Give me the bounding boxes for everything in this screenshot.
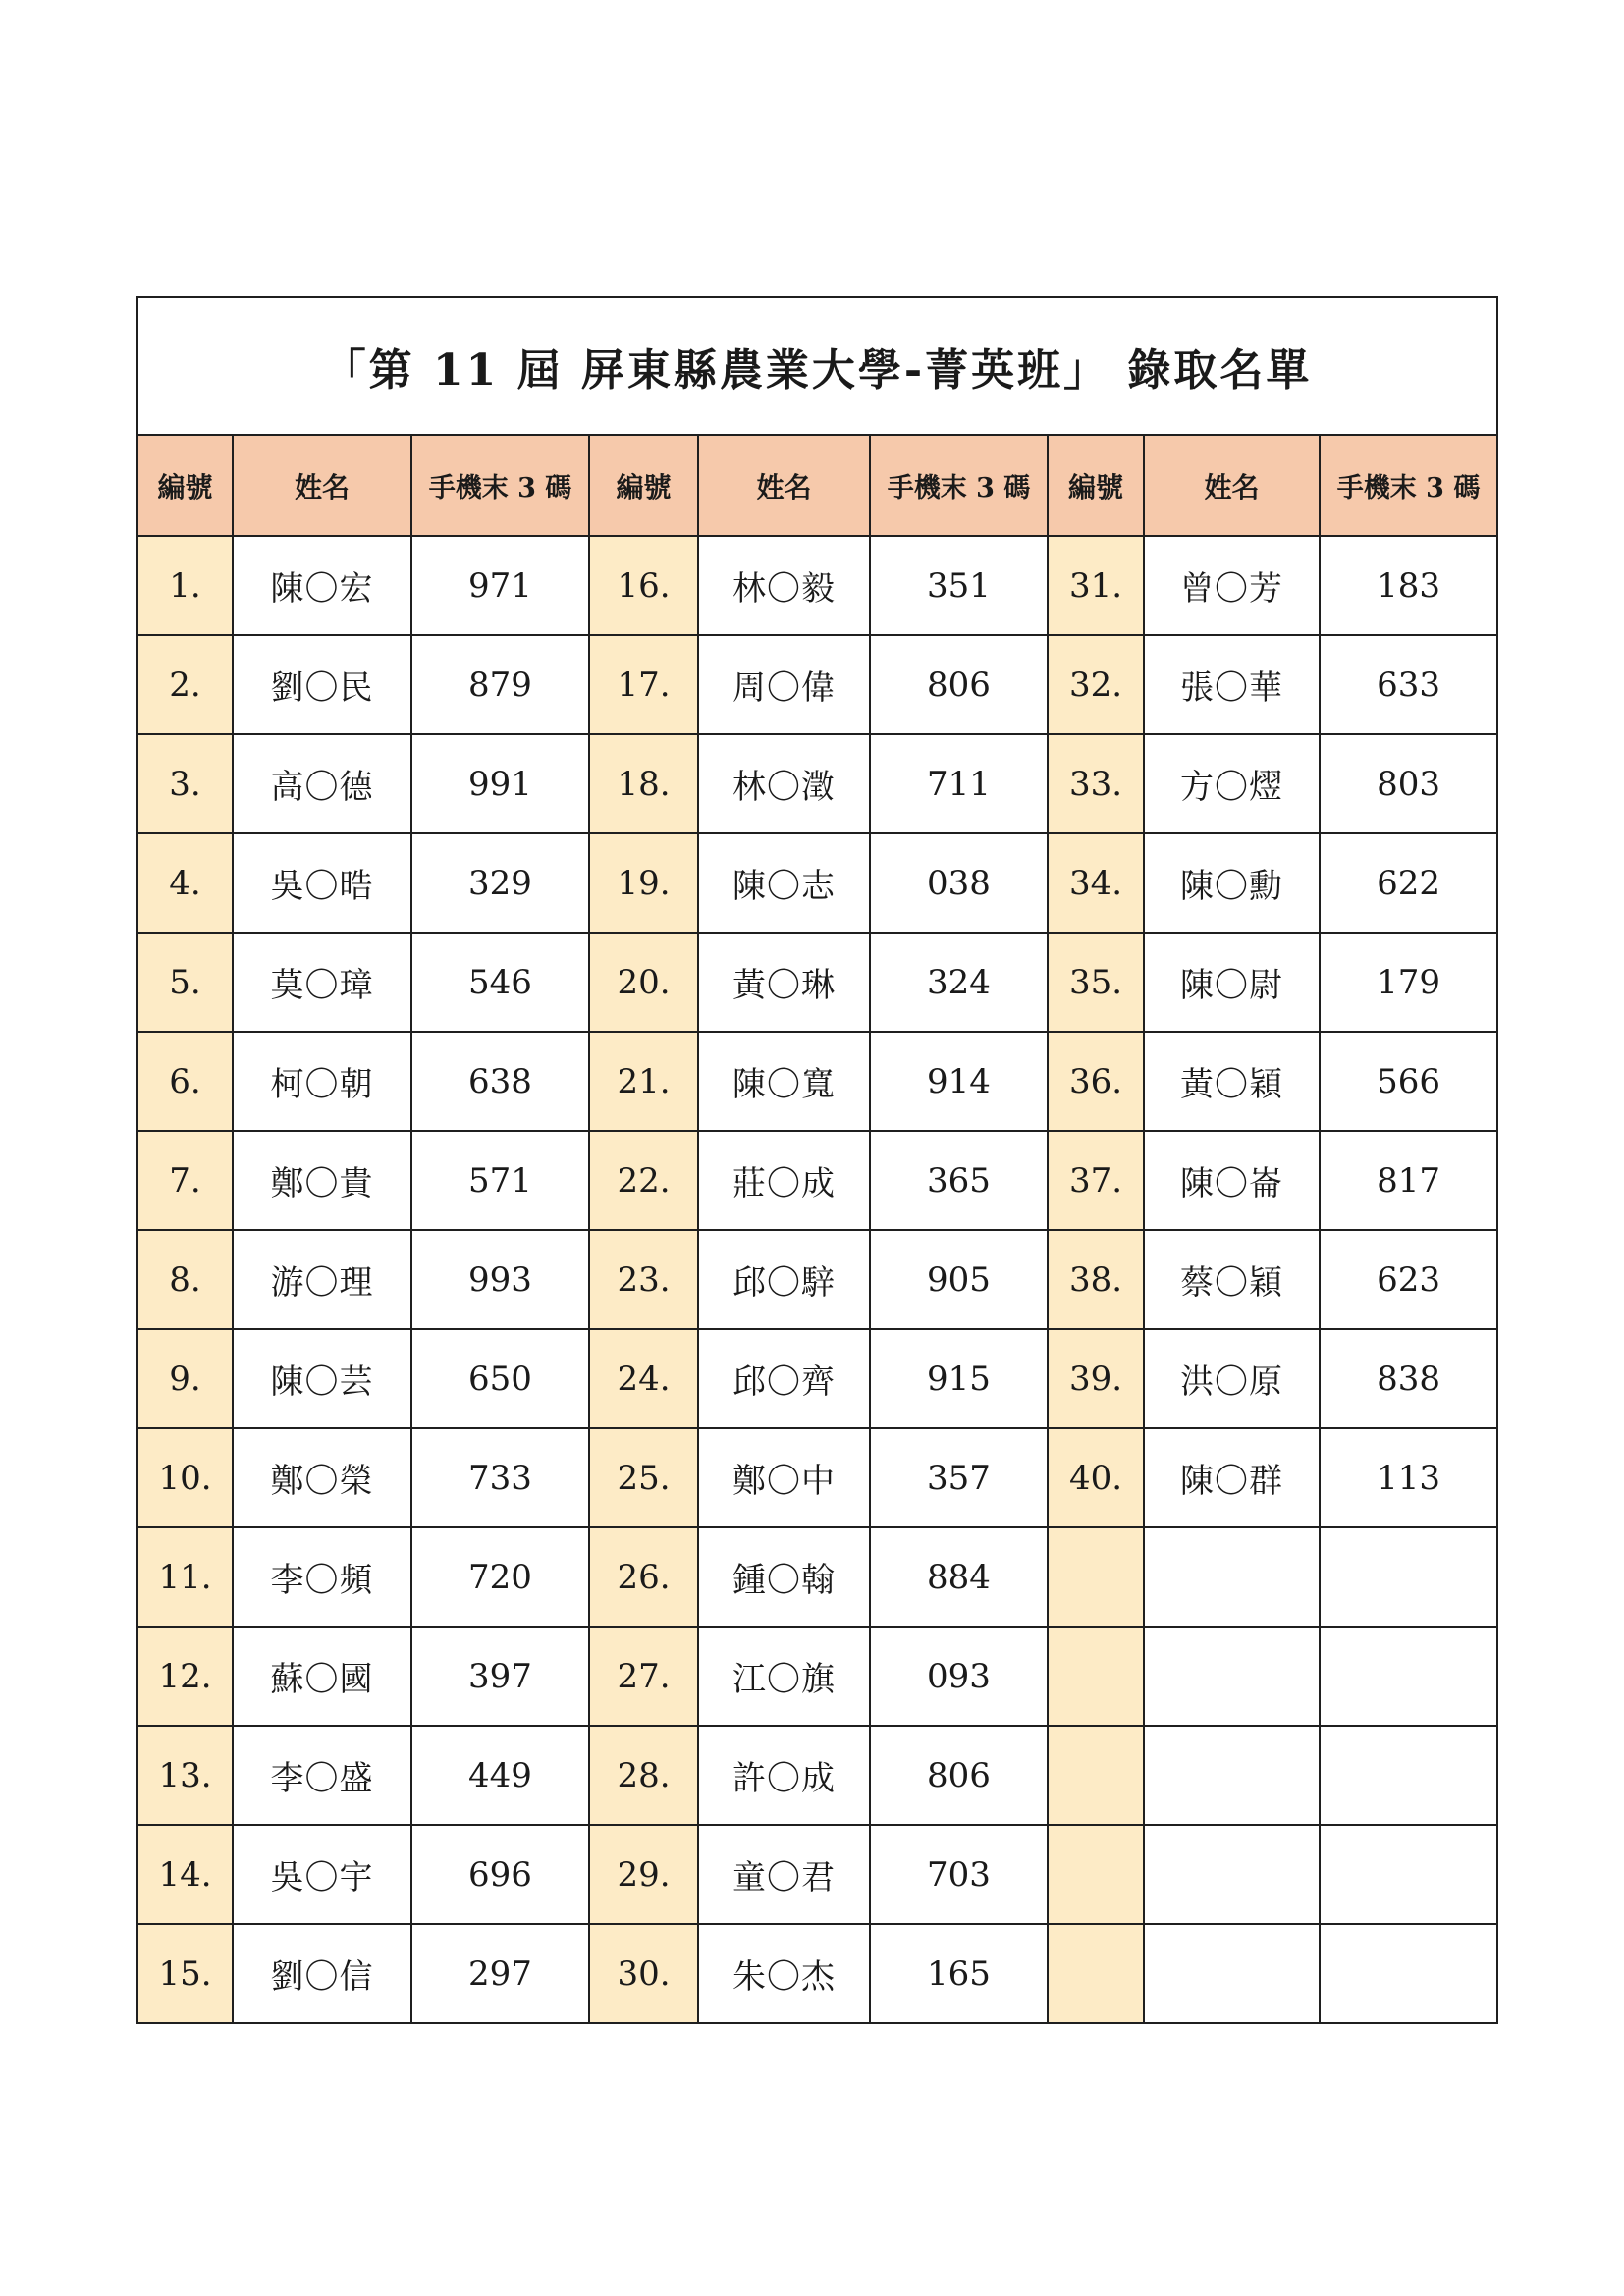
entry-name: 邱〇騂 xyxy=(698,1230,870,1329)
entry-number: 24. xyxy=(589,1329,698,1428)
entry-number: 35. xyxy=(1048,933,1144,1032)
entry-name: 游〇理 xyxy=(233,1230,411,1329)
entry-number: 17. xyxy=(589,635,698,734)
entry-phone: 638 xyxy=(411,1032,589,1131)
table-row xyxy=(137,1428,1497,1527)
entry-phone: 650 xyxy=(411,1329,589,1428)
entry-name: 張〇華 xyxy=(1144,635,1320,734)
entry-phone: 806 xyxy=(870,635,1048,734)
entry-phone: 971 xyxy=(411,536,589,635)
entry-number: 2. xyxy=(137,635,233,734)
entry-number: 27. xyxy=(589,1627,698,1726)
header-phone: 手機末 3 碼 xyxy=(870,435,1048,536)
entry-number: 23. xyxy=(589,1230,698,1329)
entry-phone: 696 xyxy=(411,1825,589,1924)
entry-number: 40. xyxy=(1048,1428,1144,1527)
entry-number: 38. xyxy=(1048,1230,1144,1329)
table-row xyxy=(137,1627,1497,1726)
roster-table xyxy=(136,296,1498,2024)
entry-name: 陳〇勳 xyxy=(1144,833,1320,933)
entry-number: 12. xyxy=(137,1627,233,1726)
entry-name: 朱〇杰 xyxy=(698,1924,870,2023)
entry-phone: 806 xyxy=(870,1726,1048,1825)
entry-phone: 397 xyxy=(411,1627,589,1726)
entry-name: 陳〇宏 xyxy=(233,536,411,635)
entry-phone: 329 xyxy=(411,833,589,933)
entry-phone: 165 xyxy=(870,1924,1048,2023)
entry-name: 江〇旗 xyxy=(698,1627,870,1726)
entry-name: 李〇頻 xyxy=(233,1527,411,1627)
entry-name: 鄭〇榮 xyxy=(233,1428,411,1527)
page-title: 「第 11 屆 屏東縣農業大學-菁英班」 錄取名單 xyxy=(137,297,1497,435)
entry-phone: 817 xyxy=(1320,1131,1497,1230)
table-row xyxy=(137,1924,1497,2023)
entry-phone: 351 xyxy=(870,536,1048,635)
entry-name: 鍾〇翰 xyxy=(698,1527,870,1627)
entry-name: 吳〇晧 xyxy=(233,833,411,933)
table-row xyxy=(137,1329,1497,1428)
entry-number: 8. xyxy=(137,1230,233,1329)
entry-phone: 838 xyxy=(1320,1329,1497,1428)
entry-name: 周〇偉 xyxy=(698,635,870,734)
entry-name: 劉〇民 xyxy=(233,635,411,734)
entry-phone: 879 xyxy=(411,635,589,734)
entry-number: 4. xyxy=(137,833,233,933)
entry-name xyxy=(1144,1924,1320,2023)
entry-name xyxy=(1144,1726,1320,1825)
entry-name: 鄭〇中 xyxy=(698,1428,870,1527)
entry-phone: 720 xyxy=(411,1527,589,1627)
entry-phone: 324 xyxy=(870,933,1048,1032)
header-number: 編號 xyxy=(1048,435,1144,536)
table-row xyxy=(137,1825,1497,1924)
entry-number: 22. xyxy=(589,1131,698,1230)
table-row xyxy=(137,1726,1497,1825)
header-name: 姓名 xyxy=(233,435,411,536)
table-row xyxy=(137,1131,1497,1230)
entry-name: 莫〇璋 xyxy=(233,933,411,1032)
header-row xyxy=(137,435,1497,536)
entry-name: 陳〇志 xyxy=(698,833,870,933)
entry-number xyxy=(1048,1527,1144,1627)
entry-name: 邱〇齊 xyxy=(698,1329,870,1428)
entry-phone: 623 xyxy=(1320,1230,1497,1329)
entry-number: 36. xyxy=(1048,1032,1144,1131)
header-phone: 手機末 3 碼 xyxy=(411,435,589,536)
entry-phone: 546 xyxy=(411,933,589,1032)
entry-name: 陳〇芸 xyxy=(233,1329,411,1428)
header-number: 編號 xyxy=(137,435,233,536)
entry-phone: 803 xyxy=(1320,734,1497,833)
entry-number: 37. xyxy=(1048,1131,1144,1230)
entry-phone: 179 xyxy=(1320,933,1497,1032)
entry-name: 許〇成 xyxy=(698,1726,870,1825)
entry-phone: 093 xyxy=(870,1627,1048,1726)
entry-phone: 357 xyxy=(870,1428,1048,1527)
entry-phone: 703 xyxy=(870,1825,1048,1924)
entry-number: 9. xyxy=(137,1329,233,1428)
entry-phone xyxy=(1320,1825,1497,1924)
entry-phone: 297 xyxy=(411,1924,589,2023)
entry-name: 蔡〇穎 xyxy=(1144,1230,1320,1329)
table-row xyxy=(137,833,1497,933)
entry-name: 方〇熤 xyxy=(1144,734,1320,833)
entry-name xyxy=(1144,1627,1320,1726)
entry-name: 曾〇芳 xyxy=(1144,536,1320,635)
entry-number: 26. xyxy=(589,1527,698,1627)
entry-number: 14. xyxy=(137,1825,233,1924)
entry-name: 鄭〇貴 xyxy=(233,1131,411,1230)
entry-phone: 622 xyxy=(1320,833,1497,933)
header-number: 編號 xyxy=(589,435,698,536)
roster-body xyxy=(137,297,1497,2023)
entry-phone: 113 xyxy=(1320,1428,1497,1527)
entry-name: 蘇〇國 xyxy=(233,1627,411,1726)
entry-name: 吳〇宇 xyxy=(233,1825,411,1924)
entry-number: 16. xyxy=(589,536,698,635)
entry-number: 32. xyxy=(1048,635,1144,734)
header-name: 姓名 xyxy=(1144,435,1320,536)
entry-number xyxy=(1048,1627,1144,1726)
entry-number: 31. xyxy=(1048,536,1144,635)
entry-phone: 733 xyxy=(411,1428,589,1527)
entry-name: 劉〇信 xyxy=(233,1924,411,2023)
entry-number: 28. xyxy=(589,1726,698,1825)
entry-phone xyxy=(1320,1726,1497,1825)
entry-name: 陳〇崙 xyxy=(1144,1131,1320,1230)
entry-number: 3. xyxy=(137,734,233,833)
header-name: 姓名 xyxy=(698,435,870,536)
entry-phone xyxy=(1320,1627,1497,1726)
entry-phone: 914 xyxy=(870,1032,1048,1131)
table-row xyxy=(137,734,1497,833)
entry-number: 19. xyxy=(589,833,698,933)
table-row xyxy=(137,1230,1497,1329)
entry-phone: 449 xyxy=(411,1726,589,1825)
entry-number: 33. xyxy=(1048,734,1144,833)
entry-phone: 571 xyxy=(411,1131,589,1230)
entry-name: 李〇盛 xyxy=(233,1726,411,1825)
table-row xyxy=(137,536,1497,635)
entry-number xyxy=(1048,1726,1144,1825)
table-row xyxy=(137,1032,1497,1131)
entry-number xyxy=(1048,1825,1144,1924)
entry-phone: 711 xyxy=(870,734,1048,833)
entry-name: 陳〇群 xyxy=(1144,1428,1320,1527)
entry-name: 童〇君 xyxy=(698,1825,870,1924)
entry-name: 黃〇穎 xyxy=(1144,1032,1320,1131)
entry-number: 20. xyxy=(589,933,698,1032)
entry-phone: 633 xyxy=(1320,635,1497,734)
entry-name: 黃〇琳 xyxy=(698,933,870,1032)
entry-number: 21. xyxy=(589,1032,698,1131)
entry-phone: 884 xyxy=(870,1527,1048,1627)
entry-name: 陳〇尉 xyxy=(1144,933,1320,1032)
entry-phone: 365 xyxy=(870,1131,1048,1230)
entry-phone: 183 xyxy=(1320,536,1497,635)
header-phone: 手機末 3 碼 xyxy=(1320,435,1497,536)
entry-number: 6. xyxy=(137,1032,233,1131)
entry-number: 25. xyxy=(589,1428,698,1527)
title-row xyxy=(137,297,1497,435)
entry-phone: 991 xyxy=(411,734,589,833)
entry-number: 34. xyxy=(1048,833,1144,933)
entry-number: 30. xyxy=(589,1924,698,2023)
entry-number: 15. xyxy=(137,1924,233,2023)
entry-number: 1. xyxy=(137,536,233,635)
table-row xyxy=(137,933,1497,1032)
roster-sheet xyxy=(136,296,1496,2024)
entry-number: 7. xyxy=(137,1131,233,1230)
entry-name xyxy=(1144,1825,1320,1924)
entry-number: 39. xyxy=(1048,1329,1144,1428)
entry-phone: 905 xyxy=(870,1230,1048,1329)
table-row xyxy=(137,635,1497,734)
entry-name xyxy=(1144,1527,1320,1627)
entry-phone: 915 xyxy=(870,1329,1048,1428)
entry-name: 柯〇朝 xyxy=(233,1032,411,1131)
entry-phone xyxy=(1320,1924,1497,2023)
entry-name: 洪〇原 xyxy=(1144,1329,1320,1428)
entry-name: 林〇澂 xyxy=(698,734,870,833)
entry-name: 林〇毅 xyxy=(698,536,870,635)
entry-number: 13. xyxy=(137,1726,233,1825)
entry-number xyxy=(1048,1924,1144,2023)
entry-phone xyxy=(1320,1527,1497,1627)
entry-name: 莊〇成 xyxy=(698,1131,870,1230)
entry-number: 11. xyxy=(137,1527,233,1627)
table-row xyxy=(137,1527,1497,1627)
entry-number: 29. xyxy=(589,1825,698,1924)
entry-phone: 038 xyxy=(870,833,1048,933)
entry-name: 高〇德 xyxy=(233,734,411,833)
entry-phone: 993 xyxy=(411,1230,589,1329)
entry-phone: 566 xyxy=(1320,1032,1497,1131)
entry-name: 陳〇寬 xyxy=(698,1032,870,1131)
entry-number: 10. xyxy=(137,1428,233,1527)
entry-number: 18. xyxy=(589,734,698,833)
entry-number: 5. xyxy=(137,933,233,1032)
